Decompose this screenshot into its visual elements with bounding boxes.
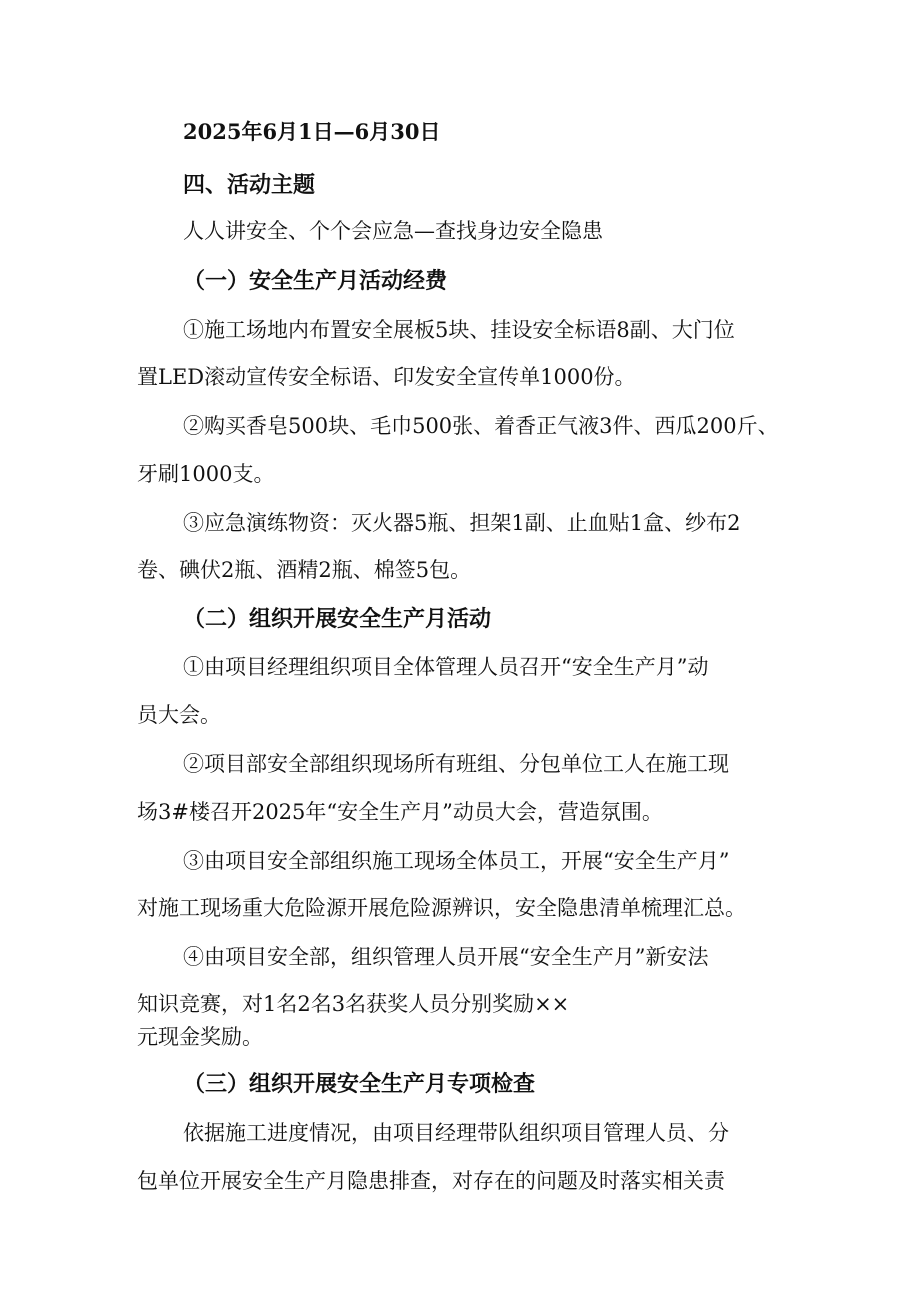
activity-item-3-line-2: 对施工现场重大危险源开展危险源辨识，安全隐患清单梳理汇总。 xyxy=(137,896,746,920)
activity-item-2-line-1: ②项目部安全部组织现场所有班组、分包单位工人在施工现 xyxy=(183,752,729,776)
subsection-3-heading: （三）组织开展安全生产月专项检查 xyxy=(183,1071,536,1097)
subsection-2-heading: （二）组织开展安全生产月活动 xyxy=(183,606,492,632)
activity-theme: 人人讲安全、个个会应急—查找身边安全隐患 xyxy=(183,219,603,243)
funding-item-2-line-1: ②购买香皂500块、毛巾500张、着香正气液3件、西瓜200斤、 xyxy=(183,414,779,438)
activity-item-1-line-2: 员大会。 xyxy=(137,703,221,727)
funding-item-2-line-2: 牙刷1000支。 xyxy=(137,462,275,486)
funding-item-3-line-2: 卷、碘伏2瓶、酒精2瓶、棉签5包。 xyxy=(137,558,472,582)
funding-item-1-line-2: 置LED滚动宣传安全标语、印发安全宣传单1000份。 xyxy=(137,365,636,389)
section-4-heading: 四、活动主题 xyxy=(183,172,316,198)
activity-item-2-line-2: 场3#楼召开2025年“安全生产月”动员大会，营造氛围。 xyxy=(137,800,663,824)
activity-item-1-line-1: ①由项目经理组织项目全体管理人员召开“安全生产月”动 xyxy=(183,655,709,679)
funding-item-1-line-1: ①施工场地内布置安全展板5块、挂设安全标语8副、大门位 xyxy=(183,318,735,342)
funding-item-3-line-1: ③应急演练物资：灭火器5瓶、担架1副、止血贴1盒、纱布2 xyxy=(183,511,741,535)
activity-item-4-line-2: 知识竞赛，对1名2名3名获奖人员分别奖励×× xyxy=(137,992,570,1016)
subsection-1-heading: （一）安全生产月活动经费 xyxy=(183,268,448,294)
activity-item-4-line-1: ④由项目安全部，组织管理人员开展“安全生产月”新安法 xyxy=(183,945,709,969)
inspection-para-line-1: 依据施工进度情况，由项目经理带队组织项目管理人员、分 xyxy=(183,1121,729,1145)
activity-item-3-line-1: ③由项目安全部组织施工现场全体员工，开展“安全生产月” xyxy=(183,849,730,873)
activity-item-4-line-3: 元现金奖励。 xyxy=(137,1025,263,1049)
inspection-para-line-2: 包单位开展安全生产月隐患排查，对存在的问题及时落实相关责 xyxy=(137,1169,725,1193)
date-range: 2025年6月1日—6月30日 xyxy=(183,119,441,144)
